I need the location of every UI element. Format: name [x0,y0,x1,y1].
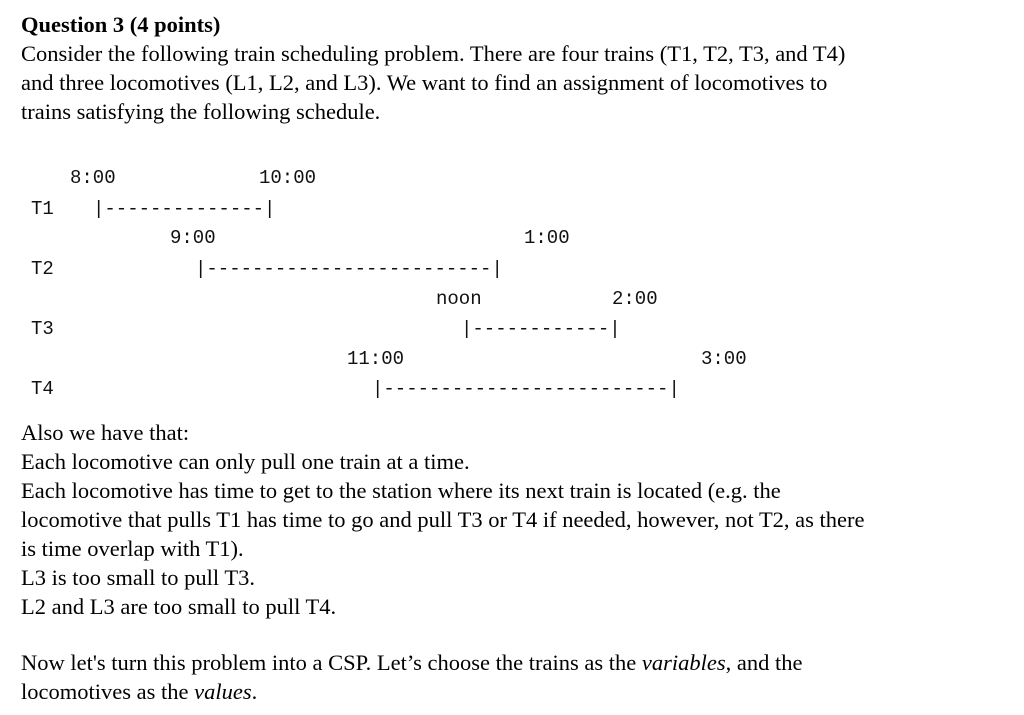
csp-emphasis-values: values [194,679,252,704]
end-time-t4: 3:00 [701,348,747,370]
csp-text: Now let's turn this problem into a CSP. Let’s choose the trains as the [21,650,642,675]
schedule-bar-t3: |------------| [461,318,621,340]
constraints-heading: Also we have that: [21,420,190,445]
intro-line: and three locomotives (L1, L2, and L3). We want to find an assignment of locomotives to [21,70,828,95]
question-title: Question 3 (4 points) [21,12,221,37]
problem-intro [21,39,845,126]
constraint-line: L2 and L3 are too small to pull T4. [21,594,337,619]
csp-text: . [251,679,258,704]
schedule-bar-t2: |-------------------------| [195,258,503,280]
csp-emphasis-variables: variables [641,650,726,675]
end-time-t3: 2:00 [612,288,658,310]
schedule-bar-t1: |--------------| [93,198,276,220]
end-time-t2: 1:00 [524,227,570,249]
intro-line: trains satisfying the following schedule. [21,99,381,124]
csp-line [21,648,802,677]
train-label-t3: T3 [31,318,54,340]
csp-text: , and the [725,650,803,675]
start-time-t4: 11:00 [347,348,405,370]
constraint-line: locomotive that pulls T1 has time to go and pull T3 or T4 if needed, however, not T2, as there [21,507,865,532]
start-time-t1: 8:00 [70,167,116,189]
schedule-bar-t4: |-------------------------| [372,378,680,400]
constraint-line: Each locomotive has time to get to the station where its next train is located (e.g. the [21,478,781,503]
train-label-t1: T1 [31,198,54,220]
csp-line [21,677,802,706]
csp-paragraph [21,648,802,706]
train-label-t2: T2 [31,258,54,280]
constraint-line: Each locomotive can only pull one train at a time. [21,449,470,474]
constraint-line: is time overlap with T1). [21,536,244,561]
train-label-t4: T4 [31,378,54,400]
constraint-line: L3 is too small to pull T3. [21,565,255,590]
start-time-t3: noon [436,288,482,310]
end-time-t1: 10:00 [259,167,317,189]
intro-line: Consider the following train scheduling problem. There are four trains (T1, T2, T3, and T4) [21,41,846,66]
constraints-list [21,418,865,621]
start-time-t2: 9:00 [170,227,216,249]
csp-text: locomotives as the [21,679,195,704]
